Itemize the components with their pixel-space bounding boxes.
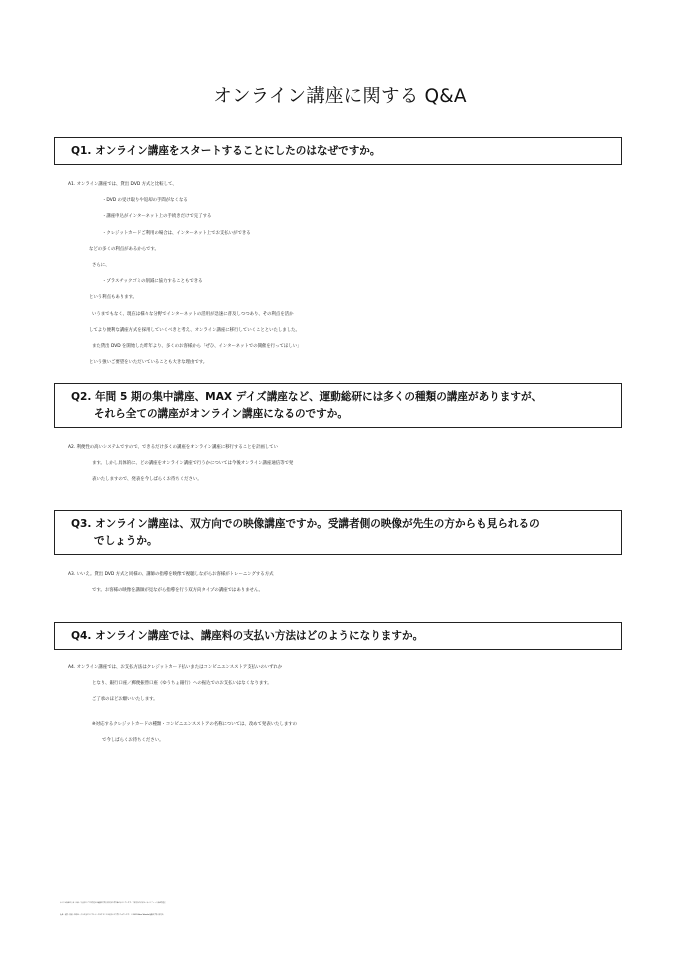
- footer-line: 転載・複製・模倣・映像化・音声化及びデジタルデータ化することは法律により禁じられています。 ©2021 Hideo Takaoka 運動科学総合研究所: [60, 915, 164, 916]
- answer-note: で今しばらくお待ちください。: [102, 737, 164, 743]
- question-box-q4: [54, 622, 622, 650]
- question-box-q1: [54, 137, 622, 165]
- page-title: オンライン講座に関する Q&A: [213, 86, 467, 107]
- question-text: でしょうか。: [94, 535, 158, 547]
- answer-bullet: ・講座申込がインターネット上の手続きだけで完了する: [102, 214, 212, 220]
- answer-line: さらに、: [92, 263, 110, 269]
- question-box-q3: [54, 510, 622, 555]
- answer-block-a1: [68, 177, 628, 371]
- answer-line: A2. 利便性の高いシステムですので、できるだけ多くの講座をオンライン講座に移行することを計画してい: [68, 445, 278, 450]
- answer-block-a2: [68, 440, 628, 489]
- answer-bullet: ・プラスチックゴミの削減に協力することもできる: [102, 279, 203, 285]
- answer-line: A1. オンライン講座では、貸出 DVD 方式と比較して、: [68, 182, 177, 187]
- answer-bullet: ・DVD の受け取りや返却の手間がなくなる: [102, 198, 188, 204]
- question-box-q2: [54, 383, 622, 428]
- answer-line: などの多くの利点があるからです。: [89, 246, 159, 252]
- question-text: それら全ての講座がオンライン講座になるのですか。: [94, 408, 348, 420]
- answer-line: A4. オンライン講座では、お支払方法はクレジットカード払いまたはコンビニエンスストア支払いのいずれか: [68, 665, 283, 670]
- answer-line: という強いご要望をいただいていることも大きな理由です。: [89, 360, 208, 366]
- answer-line: という利点もあります。: [89, 295, 137, 301]
- answer-line: ご了承のほどお願いいたします。: [92, 697, 158, 703]
- answer-line: ます。しかし具体的に、どの講座をオンライン講座で行うかについては今後オンライン講座通信等で発: [92, 461, 294, 467]
- answer-line: いうまでもなく、現在は様々な分野でインターネットの活用が急速に普及しつつあり、その利点を活か: [92, 311, 294, 317]
- answer-bullet: ・クレジットカードご利用の場合は、インターネット上でお支払いができる: [102, 230, 251, 236]
- question-text: Q3. オンライン講座は、双方向での映像講座ですか。受講者側の映像が先生の方からも見られるの: [71, 518, 540, 530]
- question-text: Q1. オンライン講座をスタートすることにしたのはなぜですか。: [71, 145, 381, 157]
- answer-line: A3. いいえ。貸出 DVD 方式と同様の、講師の指導を映像で視聴しながらお客様がトレーニングする方式: [68, 572, 274, 577]
- question-text: Q2. 年間 5 期の集中講座、MAX デイズ講座など、運動総研には多くの種類の講座がありますが、: [71, 391, 543, 403]
- footer-line: 本チラシ掲載の文章・図面・写真等の全ての情報には運動科学総合研究所の著作権が成立しています。当研究所の許諾なく本パンフレット掲載情報を: [60, 903, 166, 904]
- answer-line: 表いたしますので、発表を今しばらくお待ちください。: [92, 477, 202, 483]
- answer-block-a3: [68, 567, 628, 599]
- question-text: Q4. オンライン講座では、講座料の支払い方法はどのようになりますか。: [71, 630, 424, 642]
- answer-block-a4: [68, 660, 628, 749]
- answer-line: また貸出 DVD を開始した昨年より、多くのお客様から「ぜひ、インターネットでの開催を行ってほしい」: [92, 344, 302, 350]
- answer-line: してより便利な講座方式を採用していくべきと考え、オンライン講座に移行していくことといたしました。: [89, 327, 300, 333]
- answer-line: となり、銀行口座／郵便振替口座（ゆうちょ銀行）への振込でのお支払いはなくなります。: [92, 681, 272, 687]
- answer-note: ※対応するクレジットカードの種類・コンビニエンスストアの名称については、改めて発表いたしますの: [92, 721, 298, 727]
- answer-line: です。お客様の映像を講師が見ながら指導を行う双方向タイプの講座ではありません。: [92, 588, 263, 594]
- copyright-footer: [60, 898, 660, 922]
